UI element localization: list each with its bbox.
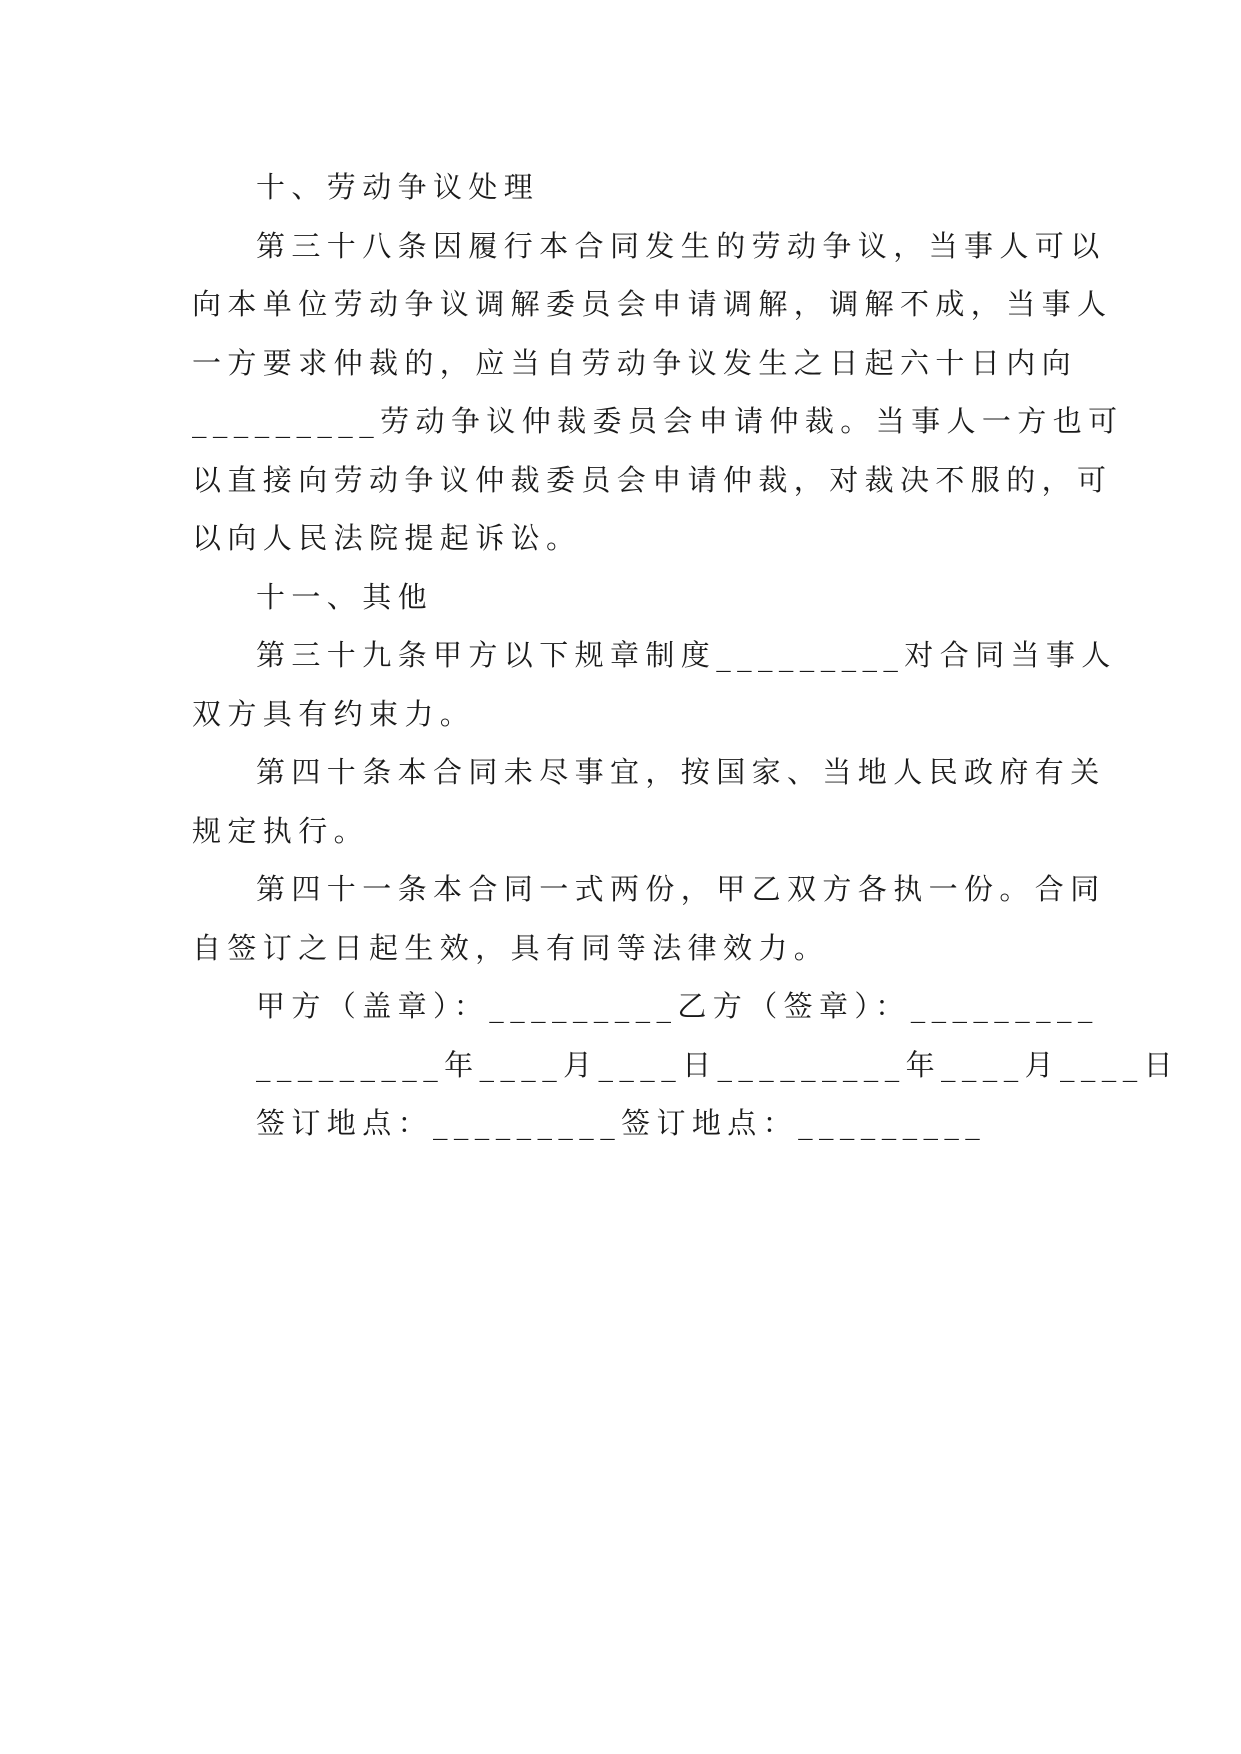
section-heading-other: 十一、其他 [256,579,434,614]
document-page [192,158,1179,1153]
paragraph-line: 第四十一条本合同一式两份，甲乙双方各执一份。合同 [256,872,1106,906]
paragraph-line: 规定执行。 [192,813,370,848]
signing-place-line: 签订地点：_________签订地点：_________ [256,1106,987,1140]
paragraph-line: 以向人民法院提起诉讼。 [192,521,582,555]
paragraph-line: 第三十九条甲方以下规章制度_________对合同当事人 [256,638,1117,672]
paragraph-line: 以直接向劳动争议仲裁委员会申请仲裁，对裁决不服的，可 [192,462,1113,497]
paragraph-line: 向本单位劳动争议调解委员会申请调解，调解不成，当事人 [192,287,1113,321]
signature-line: 甲方（盖章）：_________乙方（签章）：_________ [256,989,1099,1023]
paragraph-line: 双方具有约束力。 [192,696,476,731]
date-line: _________年____月____日_________年____月____日 [256,1047,1179,1082]
paragraph-line: 第三十八条因履行本合同发生的劳动争议，当事人可以 [256,228,1106,263]
section-heading-labor-dispute: 十、劳动争议处理 [256,170,540,204]
paragraph-line: 一方要求仲裁的，应当自劳动争议发生之日起六十日内向 [192,345,1078,380]
paragraph-line: 自签订之日起生效，具有同等法律效力。 [192,930,830,965]
paragraph-line: _________劳动争议仲裁委员会申请仲裁。当事人一方也可 [192,404,1124,438]
paragraph-line: 第四十条本合同未尽事宜，按国家、当地人民政府有关 [256,755,1106,789]
